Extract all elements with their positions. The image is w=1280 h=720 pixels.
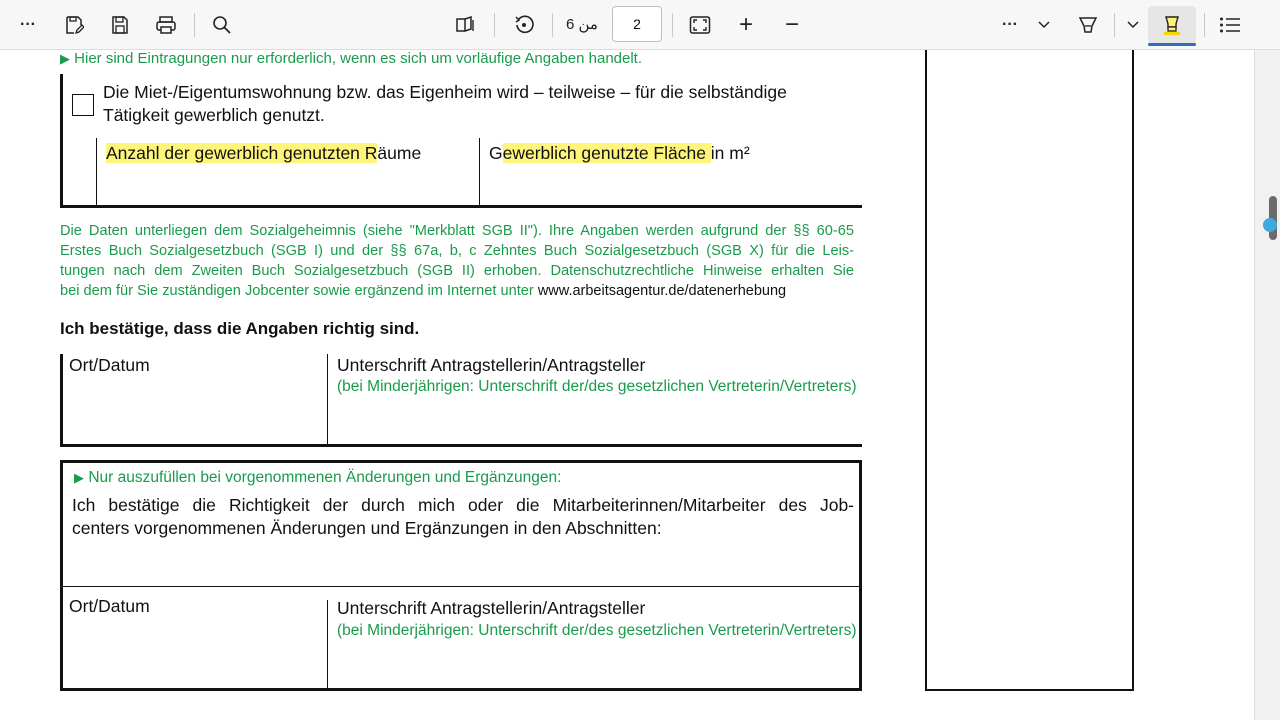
signature-field[interactable]: Unterschrift Antragstellerin/Antragsteller xyxy=(337,355,646,375)
more-options-button[interactable]: ··· xyxy=(20,16,36,33)
privacy-line-2: Erstes Buch Sozialgesetzbuch (SGB I) und der §§ 67a, b, c Zehntes Buch Sozialgesetzbuch (SGB X) für die Leis- xyxy=(60,243,854,259)
changes-text xyxy=(72,494,854,540)
rotate-icon xyxy=(513,14,535,36)
sig-box-divider xyxy=(327,600,328,688)
draw-options-dropdown[interactable] xyxy=(1030,9,1058,41)
prelim-note-text: Hier sind Eintragungen nur erforderlich, wenn es sich um vorläufige Angaben handelt. xyxy=(74,50,643,67)
toolbar-divider xyxy=(494,13,495,37)
page-view-button[interactable] xyxy=(450,9,482,41)
place-date-field[interactable]: Ort/Datum xyxy=(69,355,150,375)
highlighter-icon xyxy=(1161,14,1183,36)
place-date-field-2[interactable]: Ort/Datum xyxy=(69,596,150,616)
sig-box-left-border xyxy=(60,354,63,446)
save-annotations-button[interactable] xyxy=(58,9,90,41)
page-count-label: من 6 xyxy=(566,16,598,33)
search-button[interactable] xyxy=(206,9,238,41)
chevron-down-icon xyxy=(1038,21,1050,29)
privacy-line-4 xyxy=(60,281,854,301)
page-view-icon xyxy=(455,15,477,35)
field-divider xyxy=(479,138,480,205)
checkbox-label-line-1: Die Miet-/Eigentumswohnung bzw. das Eigenheim wird – teilweise – für die selbständige xyxy=(103,82,787,102)
save-icon xyxy=(110,15,130,35)
highlight-active-indicator xyxy=(1148,43,1196,46)
field-divider xyxy=(96,138,97,205)
rooms-field-label[interactable] xyxy=(106,142,421,165)
toolbar-divider xyxy=(1114,13,1115,37)
zoom-in-button[interactable]: + xyxy=(738,11,753,38)
prelim-note xyxy=(60,50,642,67)
changes-note-text: Nur auszufüllen bei vorgenommenen Änderungen und Ergänzungen: xyxy=(88,469,562,486)
area-label-prefix: G xyxy=(489,143,503,163)
rooms-label-highlighted: Anzahl der gewerblich genutzten R xyxy=(106,143,378,163)
fit-page-icon xyxy=(689,15,711,35)
area-field-label[interactable] xyxy=(489,142,750,165)
changes-box-divider xyxy=(63,586,859,587)
area-label-highlighted: ewerblich genutzte Fläche xyxy=(502,143,711,163)
more-tools-button[interactable]: ··· xyxy=(1002,16,1018,33)
toolbar-divider xyxy=(552,13,553,37)
save-button[interactable] xyxy=(104,9,136,41)
toolbar-divider xyxy=(194,13,195,37)
print-icon xyxy=(155,15,177,35)
changes-text-line-2: centers vorgenommenen Änderungen und Ergänzungen in den Abschnitten: xyxy=(72,518,662,538)
office-use-column xyxy=(925,50,1134,691)
privacy-line-1: Die Daten unterliegen dem Sozialgeheimnis (siehe "Merkblatt SGB II"). Ihre Angaben werden aufgrund der §§ 60-65 xyxy=(60,223,854,239)
zoom-out-button[interactable]: − xyxy=(784,11,799,38)
changes-text-line-1: Ich bestätige die Richtigkeit der durch mich oder die Mitarbeiterinnen/Mitarbeiter des Job- xyxy=(72,495,854,515)
cursor-indicator-icon xyxy=(1263,218,1277,232)
highlight-button[interactable] xyxy=(1156,9,1188,41)
rotate-button[interactable] xyxy=(508,9,540,41)
signature-minor-note: (bei Minderjährigen: Unterschrift der/des gesetzlichen Vertreterin/Vertreters) xyxy=(337,378,857,395)
confirm-heading: Ich bestätige, dass die Angaben richtig sind. xyxy=(60,319,420,338)
chevron-down-icon xyxy=(1127,21,1139,29)
area-label-rest: in m² xyxy=(710,143,750,163)
checkbox-label xyxy=(103,81,859,127)
pen-icon xyxy=(1077,14,1099,36)
signature-field-2[interactable]: Unterschrift Antragstellerin/Antragsteller xyxy=(337,598,646,618)
list-icon xyxy=(1219,16,1241,34)
search-icon xyxy=(212,15,232,35)
highlight-options-dropdown[interactable] xyxy=(1120,9,1146,41)
privacy-line-4-text: bei dem für Sie zuständigen Jobcenter sowie ergänzend im Internet unter xyxy=(60,283,534,299)
edit-save-icon xyxy=(64,15,84,35)
box-left-border xyxy=(60,74,63,208)
toolbar-divider xyxy=(672,13,673,37)
sig-box-bottom-border xyxy=(60,444,862,447)
privacy-notice xyxy=(60,221,854,301)
checkbox-label-line-2: Tätigkeit gewerblich genutzt. xyxy=(103,105,325,125)
triangle-right-icon: ▶ xyxy=(60,51,70,66)
triangle-right-icon: ▶ xyxy=(74,470,84,485)
privacy-url-link[interactable]: www.arbeitsagentur.de/datenerhebung xyxy=(537,283,787,299)
rooms-label-rest: äume xyxy=(377,143,422,163)
vertical-scrollbar[interactable] xyxy=(1254,50,1280,720)
privacy-line-3: tungen nach dem Zweiten Buch Sozialgesetzbuch (SGB II) erhoben. Datenschutzrechtliche Hinweise erhalten Sie xyxy=(60,263,854,279)
contents-button[interactable] xyxy=(1214,9,1246,41)
signature-minor-note-2: (bei Minderjährigen: Unterschrift der/des gesetzlichen Vertreterin/Vertreters) xyxy=(337,622,857,639)
page-number-input[interactable]: 2 xyxy=(612,6,662,42)
commercial-use-checkbox[interactable] xyxy=(72,94,94,116)
box-bottom-border xyxy=(60,205,862,208)
draw-button[interactable] xyxy=(1072,9,1104,41)
toolbar-divider xyxy=(1204,13,1205,37)
changes-note xyxy=(74,469,561,487)
pdf-toolbar xyxy=(0,0,1280,50)
print-button[interactable] xyxy=(150,9,182,41)
fit-page-button[interactable] xyxy=(684,9,716,41)
sig-box-divider xyxy=(327,354,328,444)
